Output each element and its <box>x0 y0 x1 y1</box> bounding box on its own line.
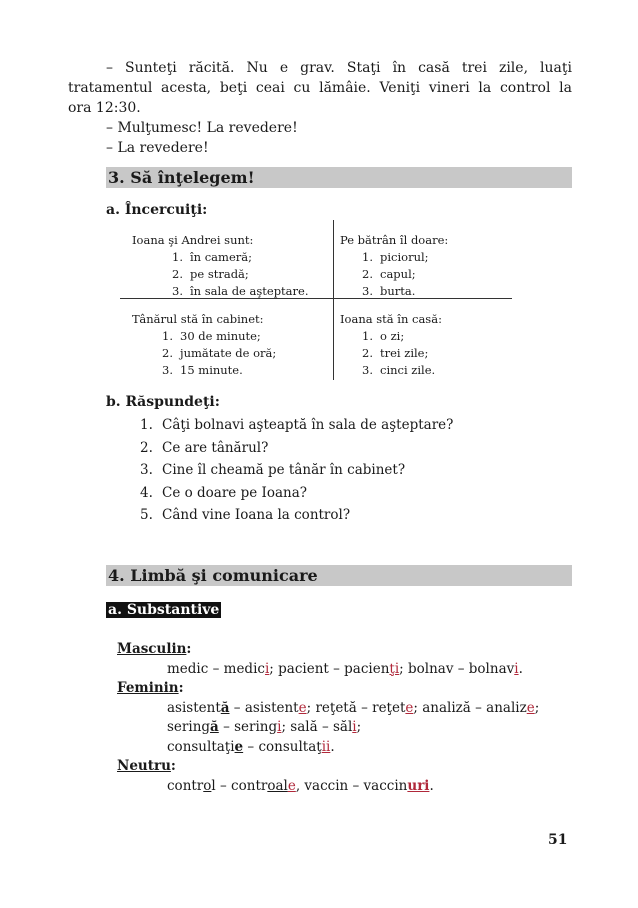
question-text: Ce are tânărul? <box>162 439 269 456</box>
list-item <box>140 437 560 460</box>
ending: e <box>287 777 296 794</box>
question-text: Câţi bolnavi aşteaptă în sala de aşteptare? <box>162 417 454 433</box>
item-number: 4. <box>140 484 153 501</box>
feminin-examples-1 <box>117 699 577 719</box>
ending: i <box>352 719 357 735</box>
example-text: ; sală – săl <box>281 719 353 735</box>
quiz-option: capul; <box>380 267 416 281</box>
ending: i <box>514 660 519 677</box>
ending: e <box>298 699 307 716</box>
quiz-option: burta. <box>380 284 416 298</box>
colon: : <box>186 641 192 657</box>
question-text: Ce o doare pe Ioana? <box>162 484 307 501</box>
quiz-cell-title: Tânărul stă în cabinet: <box>132 312 264 326</box>
example-text: , vaccin – vaccin <box>295 777 408 794</box>
question-list <box>140 414 560 527</box>
list-item <box>140 414 560 437</box>
example-text: sering <box>167 719 211 735</box>
colon: : <box>178 680 184 696</box>
list-item <box>140 459 560 482</box>
ending: i <box>277 719 282 735</box>
quiz-cell-2 <box>340 232 510 300</box>
item-number: 1. <box>362 329 373 343</box>
section-3-title: 3. Să înţelegem! <box>108 168 255 187</box>
example-text: consultaţi <box>167 738 235 755</box>
substantive-label <box>106 599 221 620</box>
page-number: 51 <box>548 832 568 848</box>
example-text: – sering <box>218 719 278 735</box>
quiz-option: pe stradă; <box>190 267 249 281</box>
grid-vertical-line <box>333 220 334 380</box>
section-3-heading <box>106 167 572 188</box>
example-text: ; <box>356 719 362 735</box>
example-text: ; bolnav – bolnav <box>399 660 515 677</box>
item-number: 1. <box>140 417 153 433</box>
quiz-cell-title: Pe bătrân îl doare: <box>340 233 449 247</box>
quiz-cell-1 <box>132 232 327 300</box>
item-number: 2. <box>140 439 153 456</box>
example-text: ; analiză – analiz <box>413 699 527 716</box>
dialogue-line-1: – Sunteţi răcită. Nu e grav. Staţi în casă trei zile, luaţi <box>106 60 572 76</box>
dialogue-line-3: ora 12:30. <box>68 100 141 116</box>
quiz-cell-3 <box>132 311 327 379</box>
example-text: ; <box>534 699 540 716</box>
quiz-option: 30 de minute; <box>180 329 261 343</box>
item-number: 5. <box>140 507 153 523</box>
section-4-title: 4. Limbă şi comunicare <box>108 566 318 585</box>
ending: i <box>264 660 270 677</box>
neutru-label: Neutru <box>117 758 171 774</box>
item-number: 3. <box>362 284 373 298</box>
item-number: 1. <box>162 329 173 343</box>
ending: o <box>203 777 212 794</box>
ending: ă <box>220 699 230 716</box>
substantive-label-text: a. Substantive <box>108 602 220 618</box>
example-text: . <box>330 738 335 755</box>
quiz-cell-title: Ioana stă în casă: <box>340 312 442 326</box>
ending: ii <box>321 738 331 755</box>
quiz-option: jumătate de oră; <box>180 346 277 360</box>
dialogue-line-2: tratamentul acesta, beţi ceai cu lămâie. Veniţi vineri la control la <box>68 80 572 96</box>
item-number: 1. <box>172 250 183 264</box>
ending: uri <box>407 777 430 794</box>
example-text: ; reţetă – reţet <box>306 699 406 716</box>
exercise-b-label: b. Răspundeţi: <box>106 394 220 410</box>
item-number: 1. <box>362 250 373 264</box>
item-number: 2. <box>362 346 373 360</box>
example-text: – consultaţ <box>243 738 322 755</box>
ending: oal <box>267 777 288 794</box>
neutru-examples <box>117 777 577 797</box>
ending: ţi <box>389 660 400 677</box>
example-text: ; pacient – pacien <box>269 660 390 677</box>
quiz-cell-4 <box>340 311 510 379</box>
question-text: Când vine Ioana la control? <box>162 507 351 523</box>
item-number: 3. <box>140 462 153 478</box>
example-text: – asistent <box>229 699 299 716</box>
quiz-option: cinci zile. <box>380 363 436 377</box>
masculin-examples <box>117 660 577 680</box>
quiz-option: în sala de aşteptare. <box>190 284 309 298</box>
exercise-a-label: a. Încercuiţi: <box>106 202 208 218</box>
item-number: 2. <box>162 346 173 360</box>
quiz-cell-title: Ioana şi Andrei sunt: <box>132 233 254 247</box>
noun-block <box>117 640 577 796</box>
example-text: l – contr <box>211 777 268 794</box>
dialogue-line-5: – La revedere! <box>106 140 209 156</box>
section-4-heading <box>106 565 572 586</box>
quiz-option: trei zile; <box>380 346 429 360</box>
quiz-option: în cameră; <box>190 250 252 264</box>
example-text: . <box>429 777 434 794</box>
feminin-examples-3 <box>117 738 577 758</box>
item-number: 2. <box>362 267 373 281</box>
question-text: Cine îl cheamă pe tânăr în cabinet? <box>162 462 406 478</box>
example-text: contr <box>167 777 204 794</box>
example-text: asistent <box>167 699 221 716</box>
item-number: 3. <box>362 363 373 377</box>
item-number: 3. <box>162 363 173 377</box>
feminin-examples-2 <box>117 718 577 738</box>
example-text: . <box>518 660 523 677</box>
feminin-label: Feminin <box>117 680 179 696</box>
quiz-option: 15 minute. <box>180 363 243 377</box>
masculin-label: Masculin <box>117 641 187 657</box>
ending: ă <box>210 719 219 735</box>
list-item <box>140 482 560 505</box>
colon: : <box>170 758 176 774</box>
example-text: medic – medic <box>167 660 265 677</box>
ending: e <box>234 738 244 755</box>
dialogue-line-4: – Mulţumesc! La revedere! <box>106 120 298 136</box>
ending: e <box>526 699 535 716</box>
item-number: 2. <box>172 267 183 281</box>
quiz-option: piciorul; <box>380 250 429 264</box>
ending: e <box>405 699 414 716</box>
quiz-option: o zi; <box>380 329 405 343</box>
list-item <box>140 504 560 527</box>
item-number: 3. <box>172 284 183 298</box>
